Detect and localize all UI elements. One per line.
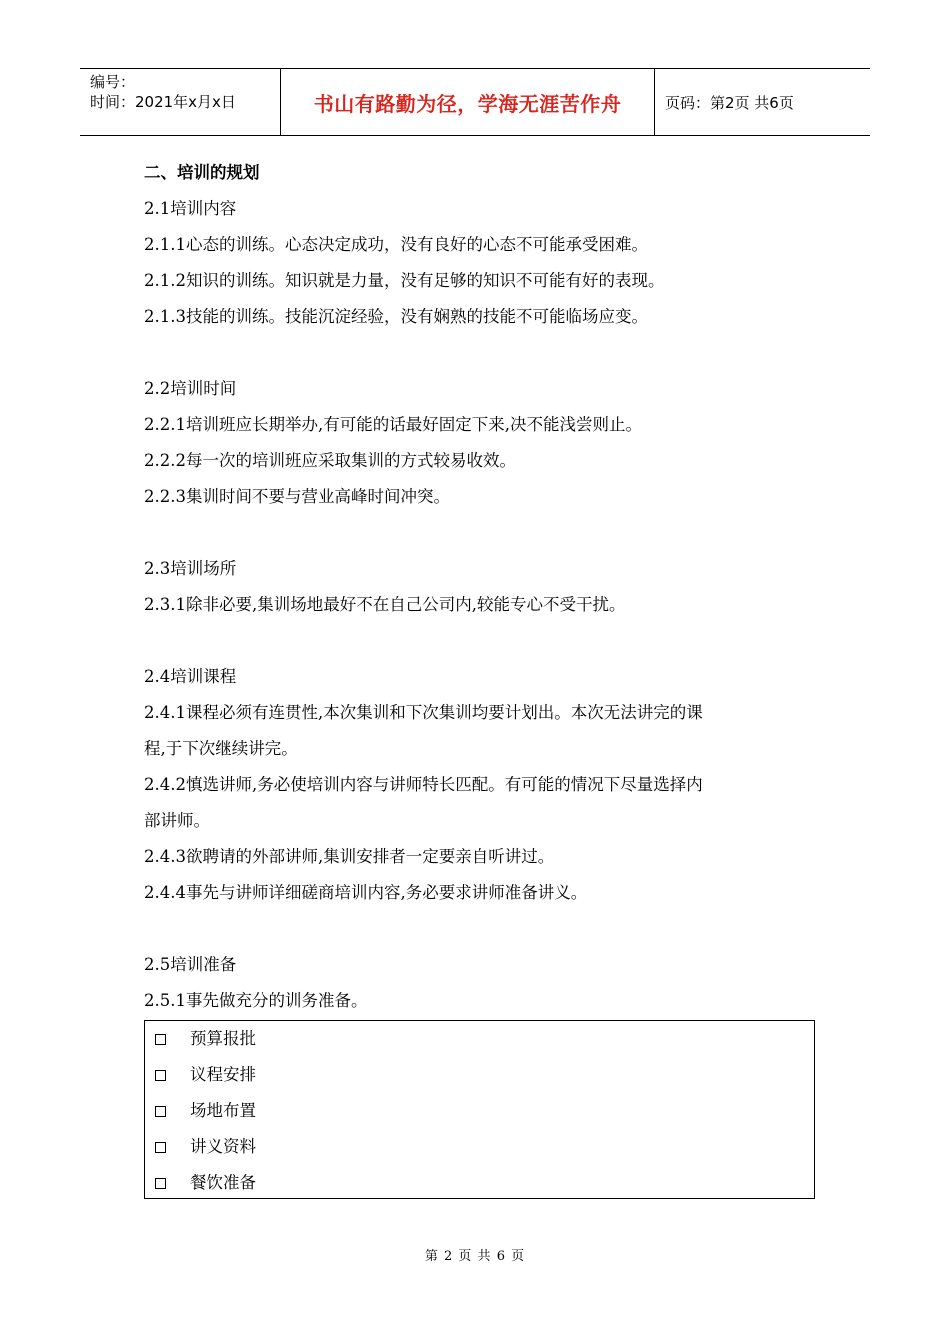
checklist-item (145, 1165, 814, 1201)
body-line: 2.4.1课程必须有连贯性,本次集训和下次集训均要计划出。本次无法讲完的课 (144, 703, 703, 722)
checkbox-icon (155, 1178, 166, 1189)
checkbox-icon (155, 1106, 166, 1117)
body-line: 2.2.3集训时间不要与营业高峰时间冲突。 (144, 487, 450, 506)
body-line: 2.1.1心态的训练。心态决定成功，没有良好的心态不可能承受困难。 (144, 235, 648, 254)
checklist-item (145, 1129, 814, 1165)
section-title: 二、培训的规划 (144, 163, 260, 182)
body-line: 2.4.4事先与讲师详细磋商培训内容,务必要求讲师准备讲义。 (144, 883, 588, 902)
blank-line (144, 623, 824, 659)
preparation-checklist (144, 1020, 815, 1199)
header-meta-cell (80, 69, 281, 135)
document-header (80, 68, 870, 136)
document-body (144, 155, 824, 1019)
checklist-item-label: 议程安排 (190, 1065, 256, 1084)
page-info: 页码：第2页 共6页 (665, 93, 794, 112)
checklist-item (145, 1021, 814, 1057)
body-line: 部讲师。 (144, 811, 210, 830)
body-line: 2.4.3欲聘请的外部讲师,集训安排者一定要亲自听讲过。 (144, 847, 555, 866)
checklist-item-label: 预算报批 (190, 1029, 256, 1048)
body-line: 2.1.3技能的训练。技能沉淀经验，没有娴熟的技能不可能临场应变。 (144, 307, 648, 326)
body-line: 程,于下次继续讲完。 (144, 739, 298, 758)
checklist-item (145, 1093, 814, 1129)
body-line: 2.5培训准备 (144, 955, 237, 974)
checkbox-icon (155, 1070, 166, 1081)
blank-line (144, 335, 824, 371)
checklist-item-label: 讲义资料 (190, 1137, 256, 1156)
body-line: 2.3.1除非必要,集训场地最好不在自己公司内,较能专心不受干扰。 (144, 595, 626, 614)
motto-text: 书山有路勤为径，学海无涯苦作舟 (313, 91, 622, 116)
checkbox-icon (155, 1142, 166, 1153)
blank-line (144, 515, 824, 551)
body-line: 2.1.2知识的训练。知识就是力量，没有足够的知识不可能有好的表现。 (144, 271, 665, 290)
body-line: 2.2培训时间 (144, 379, 237, 398)
number-label: 编号： (90, 73, 136, 91)
page-footer: 第 2 页 共 6 页 (424, 1249, 526, 1264)
checkbox-icon (155, 1034, 166, 1045)
checklist-item-label: 场地布置 (190, 1101, 256, 1120)
body-line: 2.5.1事先做充分的训务准备。 (144, 991, 368, 1010)
checklist-item-label: 餐饮准备 (190, 1173, 256, 1192)
body-line: 2.2.2每一次的培训班应采取集训的方式较易收效。 (144, 451, 516, 470)
body-line: 2.4.2慎选讲师,务必使培训内容与讲师特长匹配。有可能的情况下尽量选择内 (144, 775, 703, 794)
header-page-cell (655, 69, 870, 135)
body-line: 2.4培训课程 (144, 667, 237, 686)
blank-line (144, 911, 824, 947)
header-motto-cell (281, 69, 655, 135)
time-label: 时间：2021年x月x日 (90, 93, 236, 111)
body-line: 2.2.1培训班应长期举办,有可能的话最好固定下来,决不能浅尝则止。 (144, 415, 642, 434)
body-line: 2.1培训内容 (144, 199, 237, 218)
checklist-item (145, 1057, 814, 1093)
body-line: 2.3培训场所 (144, 559, 237, 578)
